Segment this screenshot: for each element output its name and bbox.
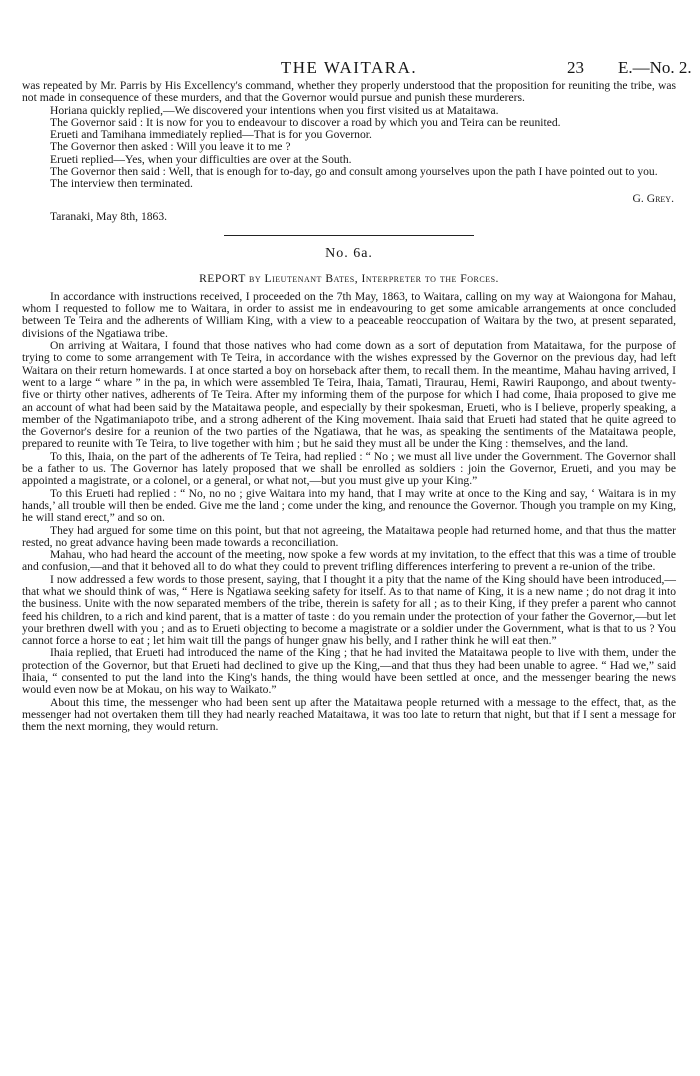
paragraph: To this Erueti had replied : “ No, no no ; give Waitara into my hand, that I may write at once to the King and say, ‘ Waitara is in my hands,’ all trouble will then be ended. Give me the land ; come under the king, and renounce the Governor. Though you trample on my King, he will stand erect,” and so on. — [22, 486, 676, 525]
dateline: Taranaki, May 8th, 1863. — [50, 209, 168, 223]
paragraph: In accordance with instructions received, I proceeded on the 7th May, 1863, to Waitara, calling on my way at Waiongona for Mahau, whom I requested to follow me to Waitara, in order to assist me in endeavouring to get some amicable arrangements at once concluded between Te Teira and the adherents of William King, with a view to a peaceable reoccupation of Waitara by the two, at present separated, divisions of the Ngatiawa tribe. — [22, 289, 676, 340]
paragraph: was repeated by Mr. Parris by His Excellency's command, whether they properly understood that the proposition for reuniting the tribe, was not made in consequence of these murders, and that the Governor would pursue and punish these murderers. — [22, 79, 676, 105]
paragraph: Erueti and Tamihana immediately replied—That is for you Governor. — [50, 128, 372, 142]
paragraph: The Governor then asked : Will you leave it to me ? — [50, 140, 291, 154]
page-header — [22, 0, 692, 80]
report-word: REPORT — [199, 271, 246, 285]
report-heading — [22, 273, 676, 285]
paragraph: I now addressed a few words to those present, saying, that I thought it a pity that the name of the King should have been introduced,—that what we should think of was, “ Here is Ngatiawa seeking safety for itself. As to that name of King, it is a new name ; do not drag it into the business. Unite with the now separated members of the tribe, therein is safety for all ; as to their King, if they prefer a parent who cannot feed his children, to a rich and kind parent, that is a matter of taste : do you remain under the protection of your father the Governor,—but let your brethren dwell with you ; and as to Erueti objecting to become a magistrate or a soldier under the Government, what is that to us ? You cannot force a horse to eat ; let him wait till the pangs of hunger gnaw his belly, and I rather think he will eat then.” — [22, 572, 676, 648]
paragraph: To this, Ihaia, on the part of the adherents of Te Teira, had replied : “ No ; we must all live under the Government. The Governor shall be a father to us. The Governor has lately proposed that we shall be enrolled as soldiers : join the Governor, Erueti, and you may be appointed a magistrate, or a colonel, or a general, or what not,—but you must give up your King.” — [22, 449, 676, 488]
paragraph: Ihaia replied, that Erueti had introduced the name of the King ; that he had invited the Mataitawa people to live with them, under the protection of the Governor, but that Erueti had declined to give up the King,—and that thus they had been unable to agree. “ Had we,” said Ihaia, “ consented to put the land into the King's hands, the thing would have been settled at once, and the messenger bearing the news would even now be at Mokau, on his way to Waikato.” — [22, 646, 676, 697]
paragraph: About this time, the messenger who had been sent up after the Mataitawa people returned with a message to the effect, that, as the messenger had not overtaken them till they had nearly reached Mataitawa, it was too late to return that night, but that if I sent a message for them the next morning, they would return. — [22, 695, 676, 734]
paragraph: The Governor then said : Well, that is enough for to-day, go and consult among yourselves upon the path I have pointed out to you. — [50, 165, 658, 179]
document-body — [22, 80, 676, 734]
document-page — [22, 0, 692, 734]
section-number: No. 6a. — [325, 246, 373, 262]
section-divider — [224, 235, 474, 236]
document-reference: E.—No. 2. — [618, 58, 692, 77]
paragraph: On arriving at Waitara, I found that those natives who had come down as a sort of deputation from Mataitawa, for the purpose of trying to come to some arrangement with Te Teira, in accordance with the wishes expressed by the Governor on the previous day, had left Waitara on their return homewards. I at once started a boy on horseback after them, to recall them. In the meantime, Mahau having arrived, I went to a large “ whare ” in the pa, in which were assembled Te Teira, Ihaia, Tamati, Tiraurau, Hemi, Rawiri Raupongo, and about twenty-five or thirty other natives, adherents of Te Teira. After my informing them of the purpose for which I had come, Ihaia proposed to give me an account of what had been said by the Mataitawa people, and especially by their spokesman, Erueti, who is I believe, properly speaking, a member of the Ngatimaniapoto tribe, and a strong adherent of the King movement. Ihaia said that Erueti had stated that he quite agreed to the Governor's desire for a reunion of the two parties of the Ngatiawa, that he was, as speaking the sentiments of the Mataitawa people, prepared to reunite with Te Teira, to live together with him ; but he said they must all be under the King : themselves, and the land. — [22, 339, 676, 451]
paragraph: They had argued for some time on this point, but that not agreeing, the Mataitawa people had returned home, and that thus the matter rested, no great advance having been made towards a reconciliation. — [22, 523, 676, 549]
paragraph: The Governor said : It is now for you to endeavour to discover a road by which you and Teira can be reunited. — [50, 115, 561, 129]
paragraph: Erueti replied—Yes, when your difficulties are over at the South. — [50, 152, 352, 166]
signature: G. Grey. — [632, 191, 674, 205]
running-title: THE WAITARA. — [280, 58, 418, 77]
page-number: 23 — [567, 58, 584, 77]
paragraph: The interview then terminated. — [50, 177, 193, 191]
paragraph: Mahau, who had heard the account of the meeting, now spoke a few words at my invitation, to the effect that this was a time of trouble and confusion,—and that it behoved all to do what they could to prevent trifling differences interfering to prevent a re-union of the tribe. — [22, 548, 676, 574]
paragraph: Horiana quickly replied,—We discovered your intentions when you first visited us at Mataitawa. — [50, 103, 499, 117]
report-byline: by Lieutenant Bates, Interpreter to the Forces. — [249, 271, 499, 285]
